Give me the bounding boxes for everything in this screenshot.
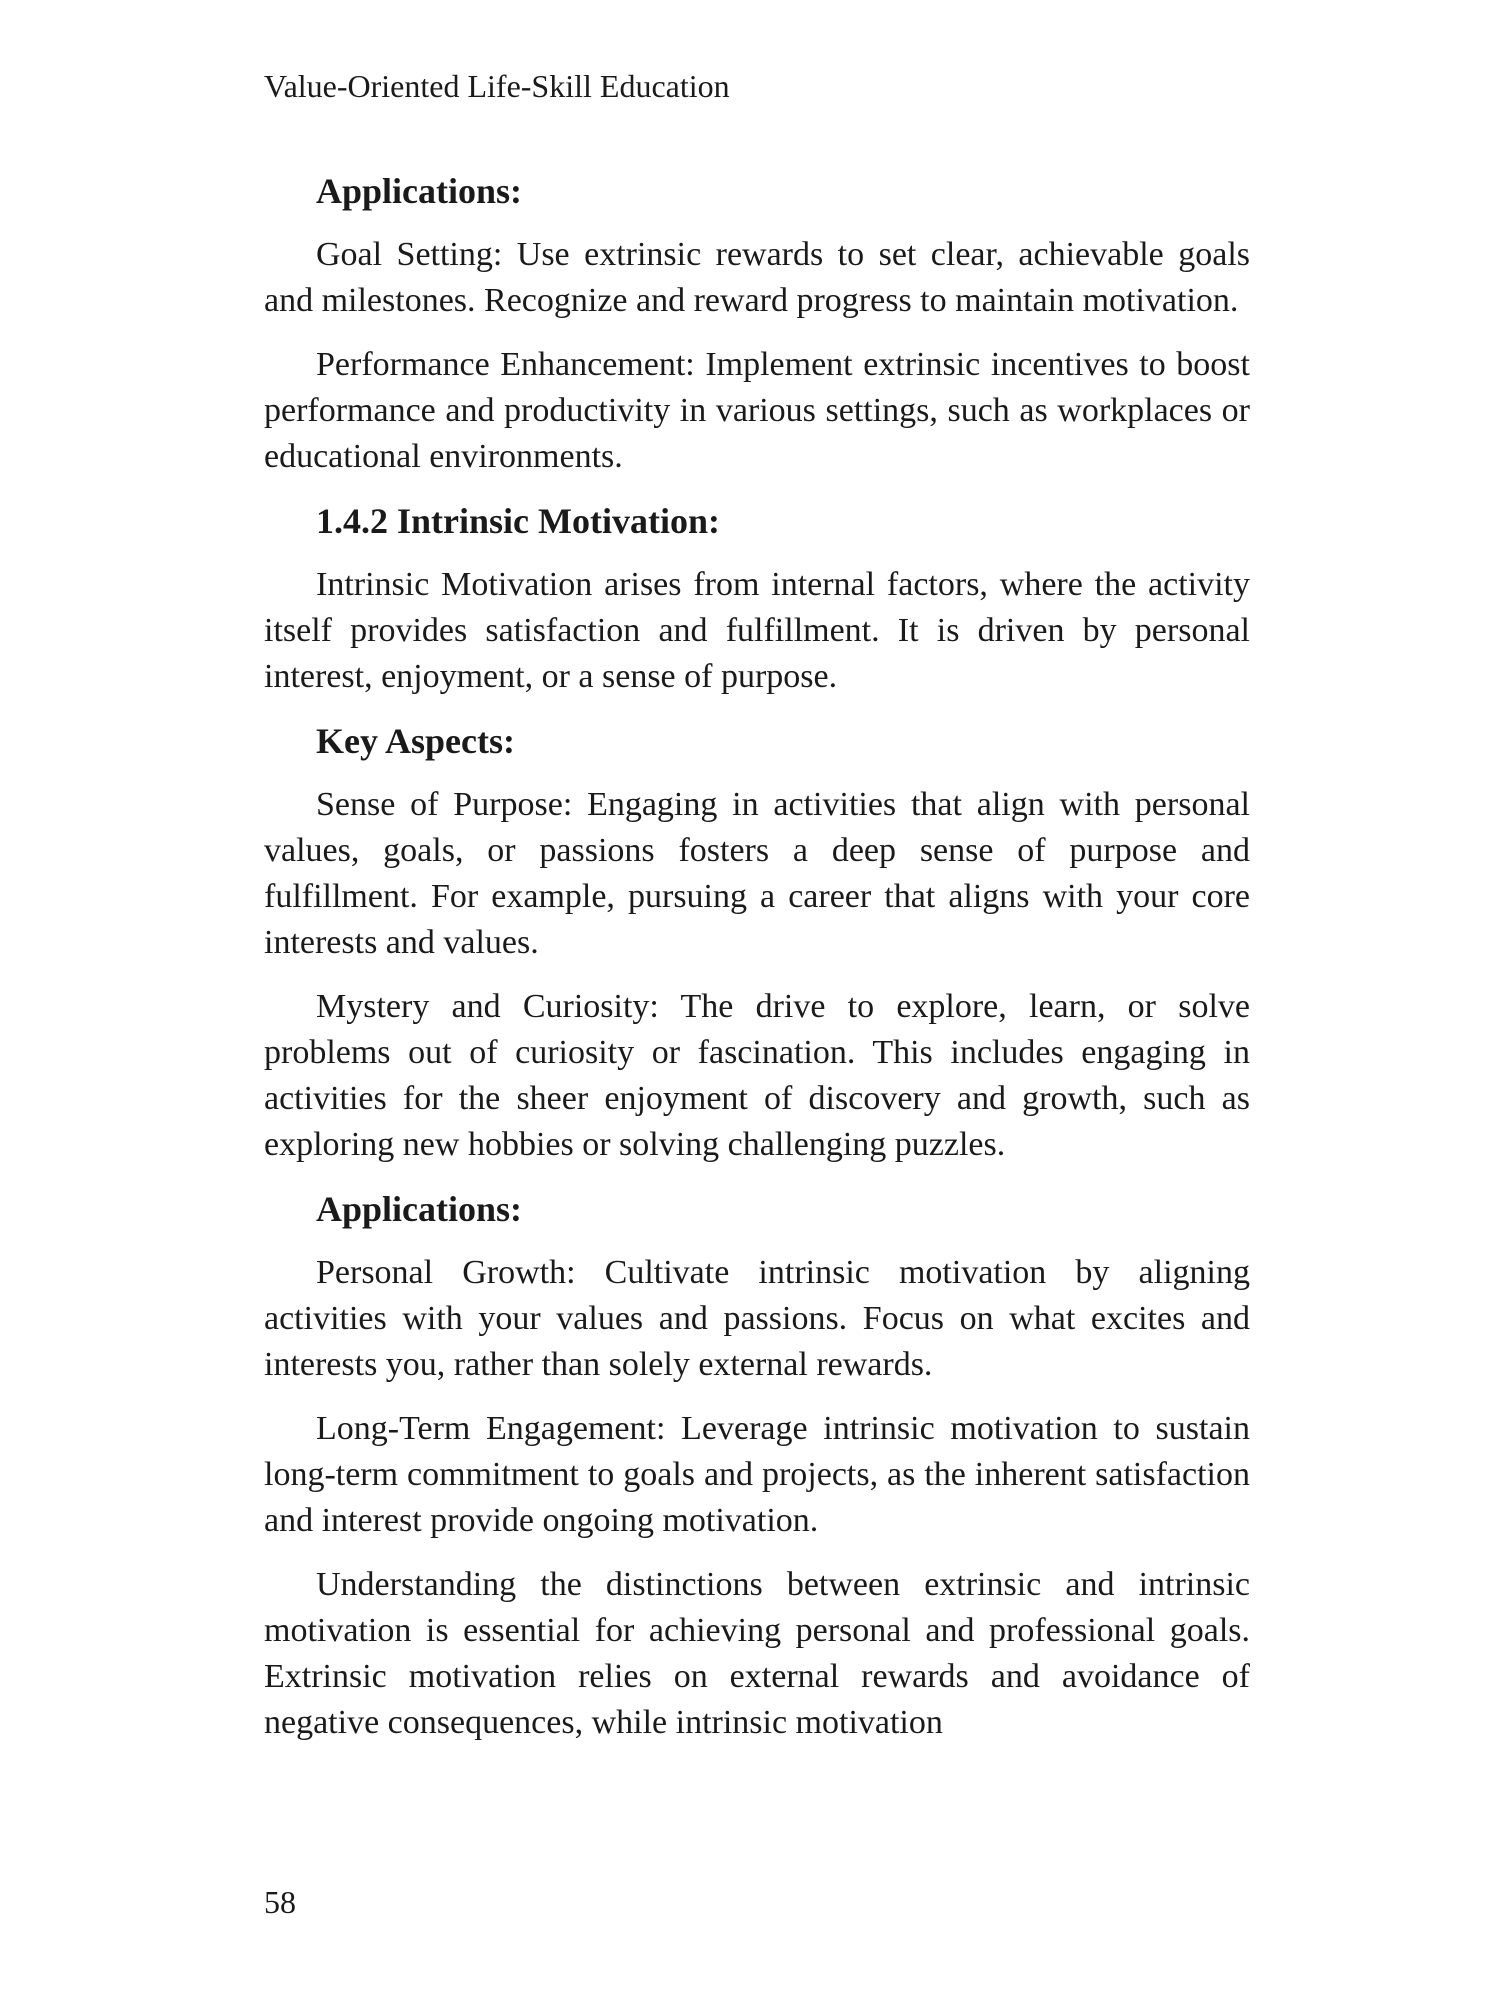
key-aspects-heading: Key Aspects: [316, 721, 515, 761]
understanding-paragraph: Understanding the distinctions between extrinsic and intrinsic motivation is essential for achieving personal and professional goals. Extrinsic motivation relies on external rewards and avoidance of negative consequences, while intrinsic motivation [264, 1566, 1250, 1741]
personal-growth-paragraph: Personal Growth: Cultivate intrinsic motivation by aligning activities with your values and passions. Focus on what excites and interests you, rather than solely external rewards. [264, 1254, 1250, 1383]
long-term-engagement-paragraph: Long-Term Engagement: Leverage intrinsic motivation to sustain long-term commitment to goals and projects, as the inherent satisfaction and interest provide ongoing motivation. [264, 1410, 1250, 1539]
intrinsic-motivation-heading: 1.4.2 Intrinsic Motivation: [316, 501, 720, 541]
intrinsic-motivation-paragraph: Intrinsic Motivation arises from internal factors, where the activity itself provides satisfaction and fulfillment. It is driven by personal interest, enjoyment, or a sense of purpose. [264, 566, 1250, 695]
applications-heading-2: Applications: [316, 1189, 523, 1229]
page-number: 58 [264, 1884, 296, 1920]
body-text [264, 168, 1250, 1764]
mystery-curiosity-paragraph: Mystery and Curiosity: The drive to explore, learn, or solve problems out of curiosity or fascination. This includes engaging in activities for the sheer enjoyment of discovery and growth, such as exploring new hobbies or solving challenging puzzles. [264, 988, 1250, 1163]
sense-of-purpose-paragraph: Sense of Purpose: Engaging in activities that align with personal values, goals, or passions fosters a deep sense of purpose and fulfillment. For example, pursuing a career that aligns with your core interests and values. [264, 786, 1250, 961]
applications-heading: Applications: [316, 171, 523, 211]
goal-setting-paragraph: Goal Setting: Use extrinsic rewards to set clear, achievable goals and milestones. Recognize and reward progress to maintain motivation. [264, 236, 1250, 319]
performance-enhancement-paragraph: Performance Enhancement: Implement extrinsic incentives to boost performance and productivity in various settings, such as workplaces or educational environments. [264, 346, 1250, 475]
running-header: Value-Oriented Life-Skill Education [264, 68, 730, 104]
